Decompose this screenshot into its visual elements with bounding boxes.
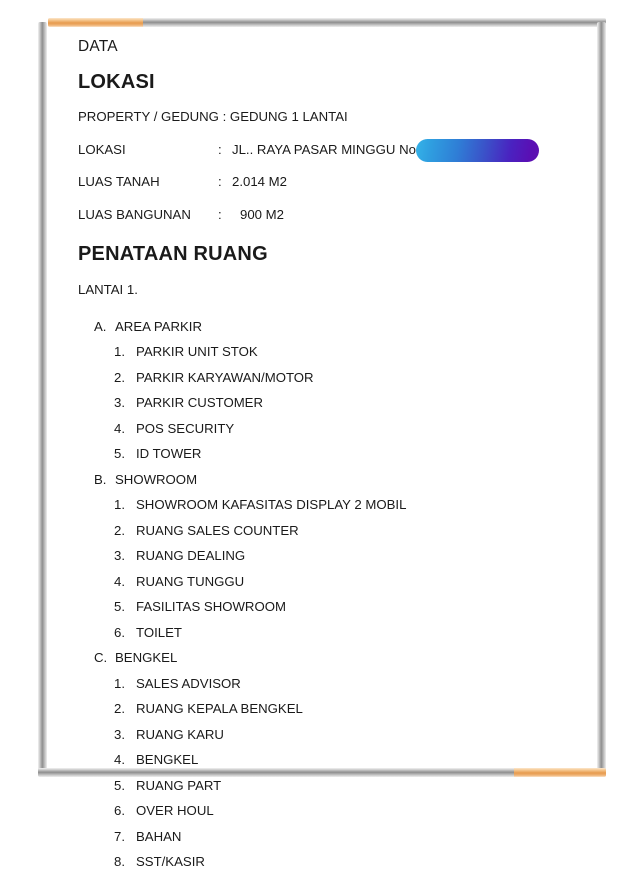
list-item-marker: 6. [114, 624, 125, 640]
list-item-label: SST/KASIR [136, 854, 205, 870]
field-lokasi-value-before: JL.. RAYA PASAR MINGGU No [232, 141, 416, 157]
list-item [78, 371, 583, 386]
field-luas-tanah-label: LUAS TANAH [78, 174, 160, 190]
field-luas-tanah-value: 2.014 M2 [232, 174, 287, 190]
redaction-pill [416, 139, 539, 162]
list-item-label: RUANG PART [136, 777, 222, 793]
kicker-data: DATA [78, 38, 118, 55]
list-item-marker: 1. [114, 497, 125, 513]
address-redaction-wrap [416, 143, 519, 158]
outline-group-b [78, 473, 583, 641]
list-item-marker: 2. [114, 369, 125, 385]
list-item-label: SHOWROOM KAFASITAS DISPLAY 2 MOBIL [136, 497, 407, 513]
list-item-marker: 4. [114, 420, 125, 436]
list-item-label: RUANG KEPALA BENGKEL [136, 701, 303, 717]
outline-group-a [78, 320, 583, 462]
room-outline [78, 320, 583, 870]
field-luas-bangunan-value: 900 M2 [240, 206, 284, 222]
list-item [78, 779, 583, 794]
group-heading [78, 651, 583, 666]
list-item-label: RUANG DEALING [136, 548, 246, 564]
list-item-label: TOILET [136, 624, 182, 640]
list-item-label: RUANG SALES COUNTER [136, 522, 299, 538]
list-item [78, 830, 583, 845]
list-item [78, 626, 583, 641]
heading-lokasi: LOKASI [78, 71, 155, 94]
list-item-label: ID TOWER [136, 446, 202, 462]
group-heading [78, 320, 583, 335]
field-luas-bangunan-separator: : [218, 206, 222, 222]
list-item-marker: 7. [114, 828, 125, 844]
list-item-label: BENGKEL [136, 752, 199, 768]
frame-accent-top-left [48, 18, 143, 27]
list-item-marker: 4. [114, 573, 125, 589]
list-item-label: PARKIR UNIT STOK [136, 344, 258, 360]
list-item-marker: 6. [114, 803, 125, 819]
list-item-label: RUANG KARU [136, 726, 224, 742]
group-marker: A. [94, 318, 107, 334]
list-item [78, 524, 583, 539]
field-lokasi [78, 143, 583, 158]
list-item [78, 702, 583, 717]
list-item-label: PARKIR KARYAWAN/MOTOR [136, 369, 314, 385]
list-item [78, 677, 583, 692]
list-item-marker: 1. [114, 344, 125, 360]
frame-rail-left [38, 22, 47, 774]
field-luas-tanah-separator: : [218, 174, 222, 190]
list-item [78, 447, 583, 462]
list-item-marker: 2. [114, 701, 125, 717]
list-item-marker: 5. [114, 446, 125, 462]
list-item [78, 855, 583, 870]
group-title: AREA PARKIR [115, 318, 202, 334]
list-item [78, 753, 583, 768]
list-item-label: PARKIR CUSTOMER [136, 395, 264, 411]
list-item-marker: 2. [114, 522, 125, 538]
document-body [78, 38, 583, 881]
group-title: BENGKEL [115, 650, 178, 666]
group-heading [78, 473, 583, 488]
field-lokasi-label: LOKASI [78, 141, 126, 157]
list-item-label: RUANG TUNGGU [136, 573, 245, 589]
list-item-marker: 3. [114, 395, 125, 411]
list-item-marker: 8. [114, 854, 125, 870]
group-marker: B. [94, 471, 107, 487]
list-item-label: FASILITAS SHOWROOM [136, 599, 286, 615]
list-item-marker: 5. [114, 599, 125, 615]
list-item-label: OVER HOUL [136, 803, 214, 819]
list-item [78, 728, 583, 743]
field-luas-tanah [78, 175, 583, 190]
list-item [78, 422, 583, 437]
list-item-marker: 3. [114, 548, 125, 564]
field-luas-bangunan-label: LUAS BANGUNAN [78, 206, 191, 222]
list-item [78, 396, 583, 411]
list-item [78, 600, 583, 615]
group-marker: C. [94, 650, 108, 666]
list-item-marker: 5. [114, 777, 125, 793]
list-item [78, 345, 583, 360]
field-lokasi-separator: : [218, 141, 222, 157]
group-title: SHOWROOM [115, 471, 198, 487]
list-item-label: POS SECURITY [136, 420, 235, 436]
field-luas-bangunan [78, 208, 583, 223]
list-item-label: SALES ADVISOR [136, 675, 241, 691]
list-item [78, 575, 583, 590]
list-item [78, 498, 583, 513]
floor-label: LANTAI 1. [78, 282, 138, 298]
property-line: PROPERTY / GEDUNG : GEDUNG 1 LANTAI [78, 109, 348, 125]
list-item-marker: 4. [114, 752, 125, 768]
list-item-marker: 3. [114, 726, 125, 742]
outline-group-c [78, 651, 583, 870]
list-item [78, 804, 583, 819]
list-item-marker: 1. [114, 675, 125, 691]
list-item [78, 549, 583, 564]
frame-rail-right [597, 22, 606, 774]
heading-penataan-ruang: PENATAAN RUANG [78, 243, 268, 266]
list-item-label: BAHAN [136, 828, 182, 844]
